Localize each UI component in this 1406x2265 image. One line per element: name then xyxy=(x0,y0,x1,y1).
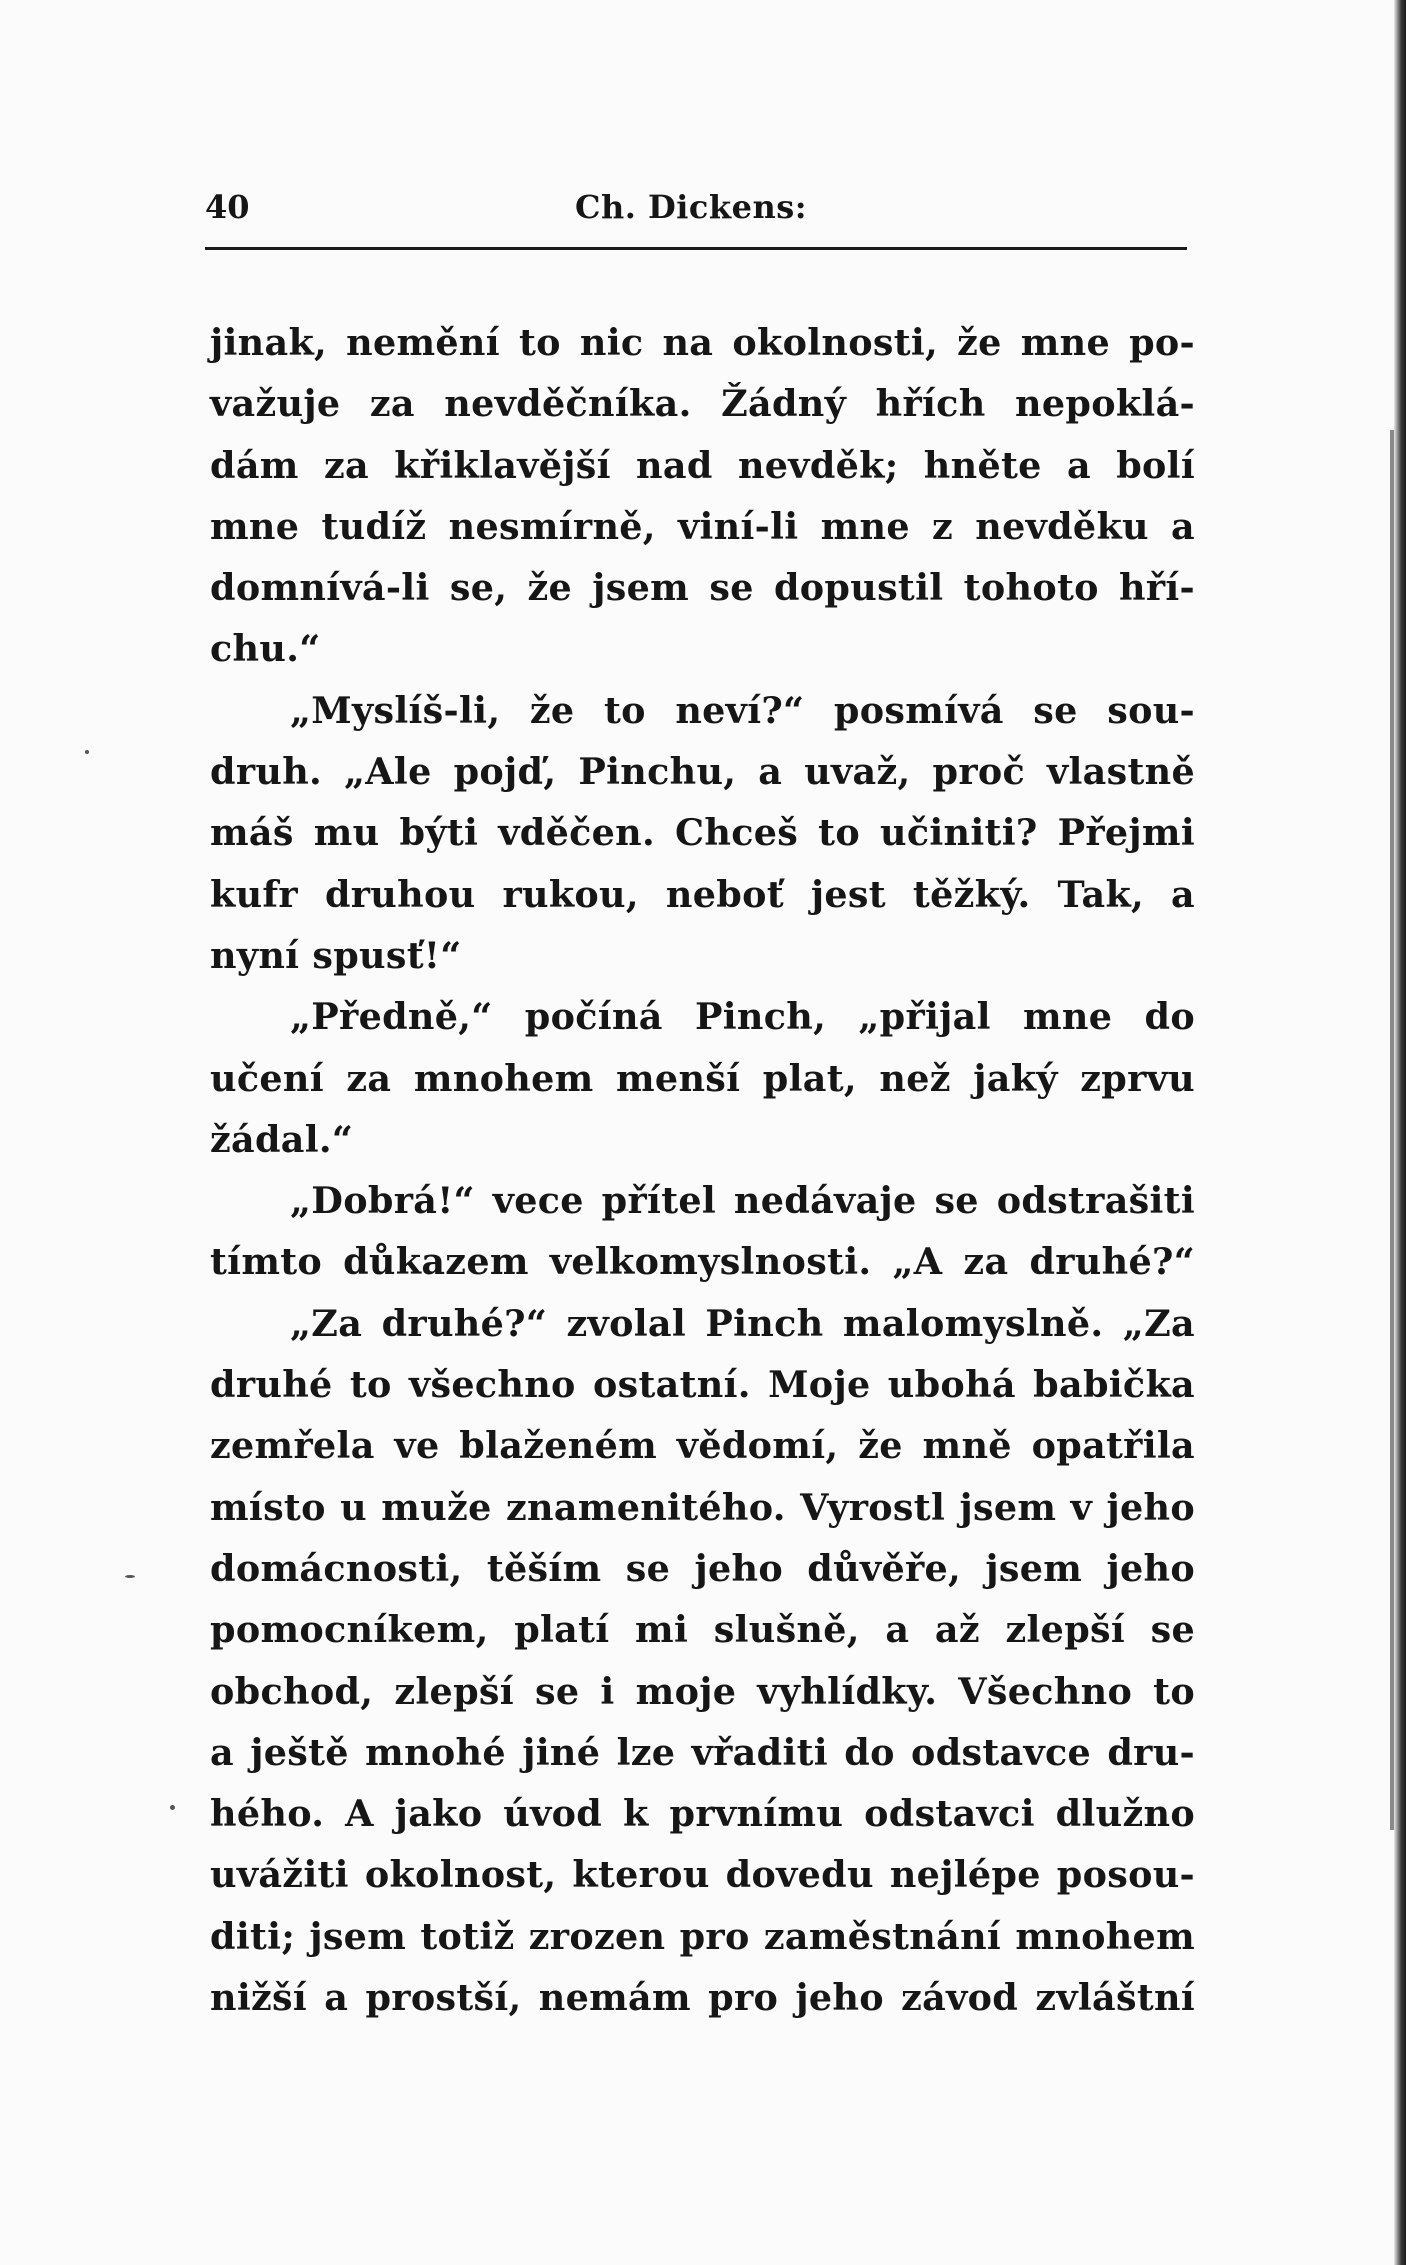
text-line: uvážiti okolnost, kterou dovedu nejlépe posou- xyxy=(210,1853,1195,1897)
text-line: nižší a prostší, nemám pro jeho závod zvláštní xyxy=(210,1976,1195,2020)
text-line: druhé to všechno ostatní. Moje ubohá babička xyxy=(210,1363,1195,1407)
text-line: učení za mnohem menší plat, než jaký zprvu xyxy=(210,1056,1195,1100)
text-line: hého. A jako úvod k prvnímu odstavci dlužno xyxy=(210,1792,1195,1836)
page-edge-binding xyxy=(1390,430,1394,1830)
body-text xyxy=(210,312,1195,2028)
text-line: mne tudíž nesmírně, viní-li mne z nevděku a xyxy=(210,504,1195,548)
scan-speck xyxy=(170,1805,175,1810)
text-line: jinak, nemění to nic na okolnosti, že mne po- xyxy=(210,321,1195,364)
text-line: kufr druhou rukou, neboť jest těžký. Tak, a xyxy=(210,872,1195,916)
page-number: 40 xyxy=(205,188,250,226)
text-line: diti; jsem totiž zrozen pro zaměstnání mnohem xyxy=(210,1914,1195,1958)
text-line: místo u muže znamenitého. Vyrostl jsem v jeho xyxy=(210,1485,1195,1529)
text-line: nyní spusť!“ xyxy=(210,933,462,977)
scan-speck xyxy=(85,750,89,754)
text-line: „Dobrá!“ vece přítel nedávaje se odstrašiti xyxy=(290,1179,1195,1223)
text-line: žádal.“ xyxy=(210,1117,354,1161)
text-line: pomocníkem, platí mi slušně, a až zlepší se xyxy=(210,1608,1195,1652)
text-line: chu.“ xyxy=(210,627,321,671)
running-head: Ch. Dickens: xyxy=(575,188,808,226)
text-line: máš mu býti vděčen. Chceš to učiniti? Přejmi xyxy=(210,811,1195,855)
text-line: zemřela ve blaženém vědomí, že mně opatřila xyxy=(210,1424,1195,1468)
header-rule xyxy=(205,247,1187,250)
text-line: „Za druhé?“ zvolal Pinch malomyslně. „Za xyxy=(290,1301,1195,1345)
page-header xyxy=(205,188,1187,232)
text-line: domácnosti, těším se jeho důvěře, jsem jeho xyxy=(210,1546,1195,1590)
text-line: obchod, zlepší se i moje vyhlídky. Všechno to xyxy=(210,1669,1195,1713)
text-line: domnívá-li se, že jsem se dopustil tohoto hří- xyxy=(210,566,1195,610)
text-line: tímto důkazem velkomyslnosti. „A za druhé?“ xyxy=(210,1240,1195,1284)
text-line: „Myslíš-li, že to neví?“ posmívá se sou- xyxy=(290,688,1195,732)
page-edge-shadow xyxy=(1394,0,1406,2265)
text-line: „Předně,“ počíná Pinch, „přijal mne do xyxy=(290,995,1195,1039)
text-line: druh. „Ale pojď, Pinchu, a uvaž, proč vlastně xyxy=(210,750,1195,794)
scan-speck xyxy=(125,1575,135,1578)
text-line: a ještě mnohé jiné lze vřaditi do odstavce dru- xyxy=(210,1730,1195,1774)
text-line: važuje za nevděčníka. Žádný hřích nepoklá- xyxy=(210,382,1195,426)
text-line: dám za křiklavější nad nevděk; hněte a bolí xyxy=(210,443,1195,487)
